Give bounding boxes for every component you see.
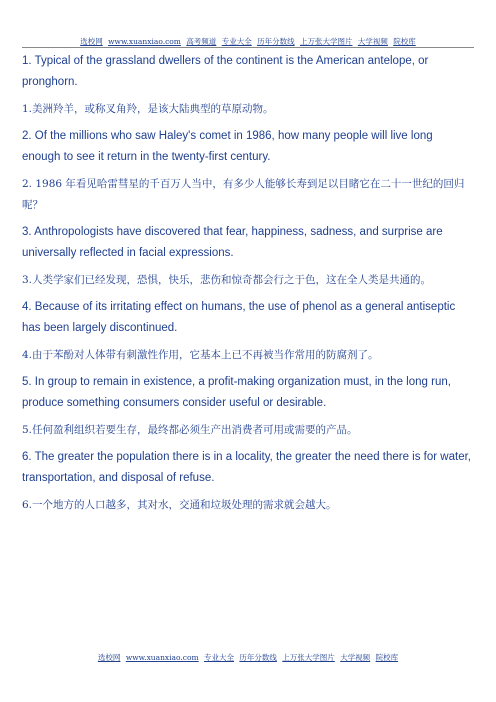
footer-link-majors[interactable]: 专业大全	[204, 653, 235, 662]
sentence-en-5: 5. In group to remain in existence, a profit-making organization must, in the long run, produce something consumers consider useful or desirable.	[22, 376, 451, 409]
sentence-zh-2: 2. 1986 年看见哈雷彗星的千百万人当中，有多少人能够长寿到足以目睹它在二十一世纪的回归呢？	[22, 178, 465, 211]
footer-link-videos[interactable]: 大学视频	[340, 653, 371, 662]
sentence-en-6: 6. The greater the population there is in a locality, the greater the need there is for water, transportation, and disposal of refuse.	[22, 451, 471, 484]
footer-link-url[interactable]: www.xuanxiao.com	[125, 653, 199, 662]
sentence-zh-3: 3.人类学家们已经发现，恐惧，快乐，悲伤和惊奇都会行之于色，这在全人类是共通的。	[22, 274, 432, 286]
sentence-en-3: 3. Anthropologists have discovered that fear, happiness, sadness, and surprise are universally reflected in facial expressions.	[22, 226, 443, 259]
header-divider	[22, 47, 474, 48]
header-link-videos[interactable]: 大学视频	[357, 37, 388, 46]
header-link-schools[interactable]: 院校库	[393, 37, 416, 46]
footer-link-photos[interactable]: 上万张大学图片	[282, 653, 335, 662]
sentence-en-2: 2. Of the millions who saw Haley's comet in 1986, how many people will live long enough to see it return in the twenty-first century.	[22, 130, 433, 163]
header-link-majors[interactable]: 专业大全	[221, 37, 252, 46]
sentence-en-1: 1. Typical of the grassland dwellers of the continent is the American antelope, or pronghorn.	[22, 55, 429, 88]
header-link-gaokao[interactable]: 高考频道	[186, 37, 217, 46]
footer-link-scores[interactable]: 历年分数线	[239, 653, 277, 662]
footer-link-site[interactable]: 选校网	[97, 653, 121, 662]
page-footer	[22, 652, 474, 665]
sentence-zh-5: 5.任何盈利组织若要生存，最终都必须生产出消费者可用或需要的产品。	[22, 424, 358, 436]
sentence-list	[22, 51, 474, 516]
sentence-zh-4: 4.由于苯酚对人体带有刺激性作用，它基本上已不再被当作常用的防腐剂了。	[22, 349, 379, 361]
header-link-scores[interactable]: 历年分数线	[257, 37, 295, 46]
header-link-url[interactable]: www.xuanxiao.com	[108, 37, 181, 46]
header-link-site[interactable]: 选校网	[80, 37, 103, 46]
sentence-zh-6: 6.一个地方的人口越多，其对水，交通和垃圾处理的需求就会越大。	[22, 499, 337, 511]
sentence-en-4: 4. Because of its irritating effect on humans, the use of phenol as a general antiseptic has been largely discontinued.	[22, 301, 456, 334]
footer-link-schools[interactable]: 院校库	[375, 653, 399, 662]
sentence-zh-1: 1.美洲羚羊，或称叉角羚，是该大陆典型的草原动物。	[22, 103, 274, 115]
header-link-photos[interactable]: 上万张大学图片	[299, 37, 353, 46]
